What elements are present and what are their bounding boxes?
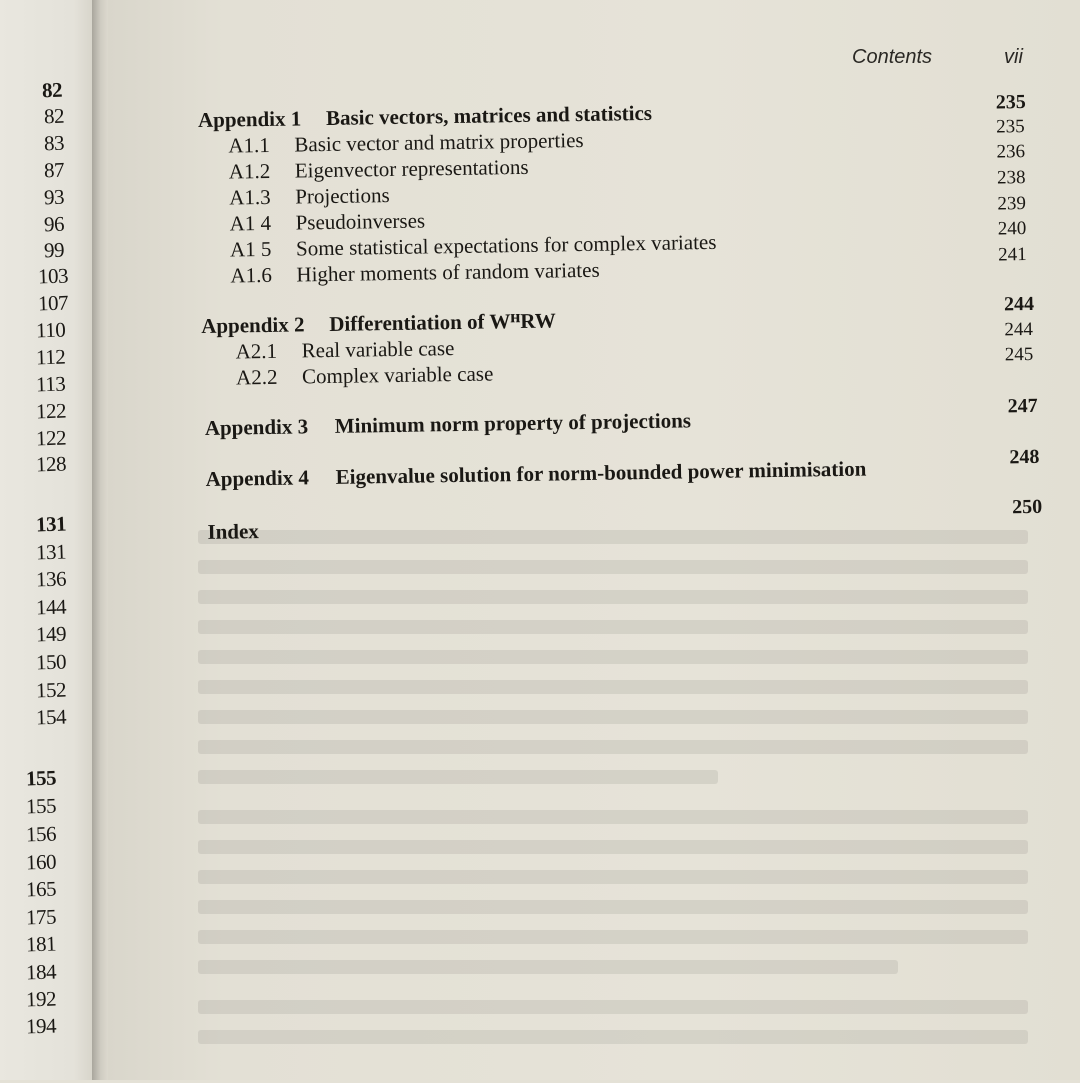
toc-entry-page: 240 [997,218,1027,240]
toc-entry-page: 235 [996,116,1025,138]
toc-entry-page: 245 [1004,343,1034,366]
left-page-number: 165 [25,876,57,902]
toc-entry-page: 236 [996,141,1026,163]
toc-entry-title: Eigenvector representations [294,154,529,183]
toc-entry-code: Appendix 2 [201,312,305,339]
left-page-number: 82 [41,77,63,103]
toc-entry-code: A1.3 [229,184,271,210]
toc-entry-page: 250 [1012,495,1043,519]
toc-entry-page: 244 [1004,318,1034,341]
left-page-number: 112 [35,344,66,370]
toc-entry-title: Basic vector and matrix properties [294,127,584,157]
left-page-number: 160 [25,849,57,875]
left-page-number: 149 [35,621,67,647]
left-page-number: 184 [25,959,57,985]
left-page-number: 181 [25,931,57,957]
left-page-number: 93 [43,184,65,210]
toc-entry-code: A1 5 [229,236,272,262]
running-head-page: vii [1004,46,1023,68]
toc-entry-title: Index [207,519,260,544]
left-page-number: 103 [37,263,69,289]
left-page-number: 156 [25,821,57,847]
left-page-number: 131 [35,539,67,565]
left-page-number: 152 [35,677,67,703]
toc-entry-page: 244 [1003,292,1035,316]
left-page-number: 194 [25,1013,57,1039]
toc-entry-code: Appendix 4 [205,465,310,491]
left-page-number: 122 [35,425,67,451]
toc-entry-code: A1.6 [230,262,273,288]
toc-entry-title: Complex variable case [301,361,494,389]
toc-entry-title: Pseudoinverses [295,208,426,235]
left-page-number: 110 [35,317,66,343]
toc-entry-page: 238 [996,167,1026,189]
left-page-number: 87 [43,157,65,183]
toc-entry-page: 248 [1009,445,1040,469]
left-page-number: 96 [43,211,65,237]
toc-entry-code: Appendix 1 [197,106,302,133]
toc-entry-title: Some statistical expectations for complex variates [295,229,717,261]
toc-entry-page: 239 [997,193,1027,215]
toc-entry-title: Higher moments of random variates [296,257,600,287]
toc-entry-title: Minimum norm property of projections [334,408,692,438]
left-page-number: 175 [25,904,57,930]
toc-entry-title: Real variable case [301,336,455,363]
left-page-number: 128 [35,451,67,477]
toc-entry-code: Appendix 3 [204,414,309,440]
left-page-number: 136 [35,566,67,592]
left-page-number: 144 [35,594,67,620]
toc-entry-code: A1.2 [228,158,271,184]
left-page-number: 113 [35,371,66,397]
toc-entry-page: 235 [995,91,1026,114]
toc-entry-page: 241 [998,244,1027,266]
toc-entry-title: Basic vectors, matrices and statistics [325,100,653,131]
left-page-number: 107 [37,290,69,316]
left-page-number: 99 [43,237,65,263]
left-page-number: 131 [35,511,67,537]
running-head-title: Contents [852,46,933,68]
toc-entry-code: A1 4 [229,210,272,236]
left-page-number: 192 [25,986,57,1012]
left-page-number: 155 [25,765,57,791]
toc-entry-code: A2.1 [235,338,278,364]
toc-entry-title: Differentiation of WᴴRW [329,308,556,336]
left-page-number: 155 [25,793,57,819]
toc-entry-title: Projections [295,183,390,209]
left-page-number: 83 [43,130,65,156]
left-page-number: 154 [35,704,67,730]
toc-entry-title: Eigenvalue solution for norm-bounded power minimisation [335,456,867,489]
left-page-number: 82 [43,103,65,129]
left-page-number: 150 [35,649,67,675]
left-page-number: 122 [35,398,67,424]
toc-entry-page: 247 [1007,394,1038,418]
toc-entry-code: A1.1 [228,132,271,158]
toc-entry-code: A2.2 [235,364,278,390]
